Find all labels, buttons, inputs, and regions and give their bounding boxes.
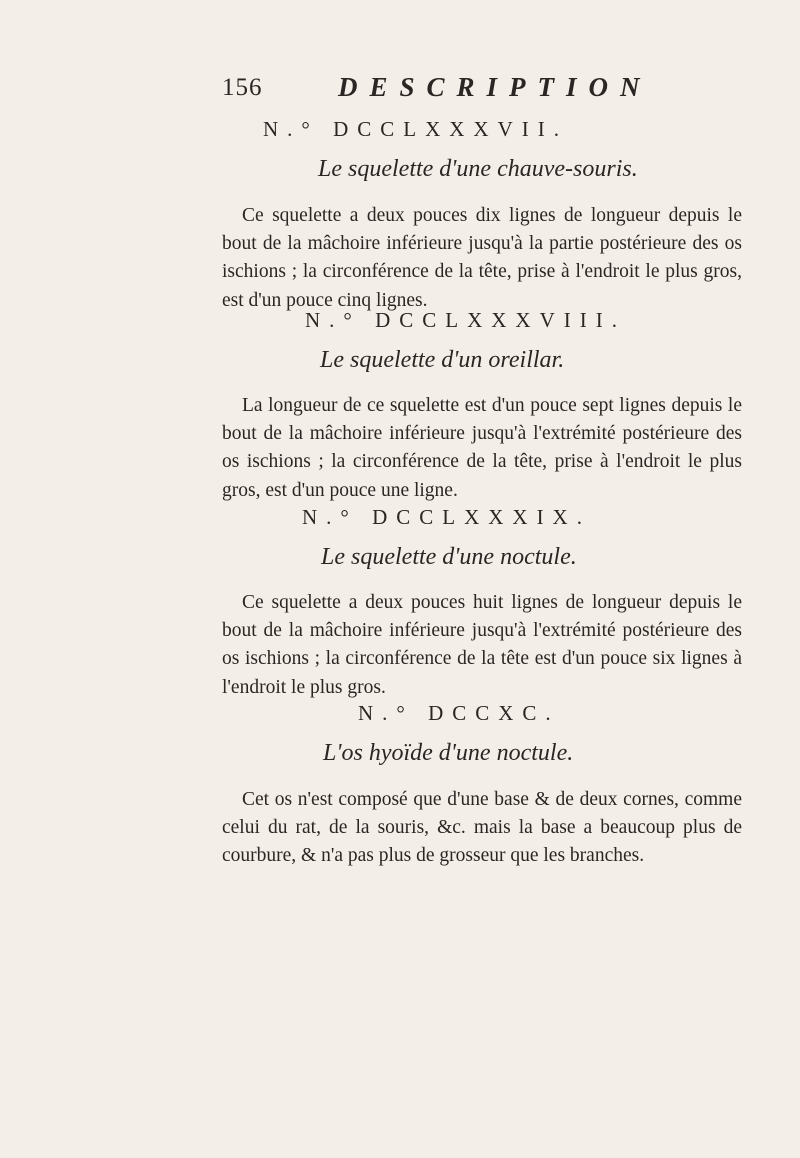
entry-number: N.° DCCXC. — [358, 701, 560, 725]
entry-text: Cet os n'est composé que d'une base & de deux cornes, comme celui du rat, de la souris, &c. mais la base a beaucoup plus de courbure, & n'a pas plus de grosseur que les branches. — [222, 789, 742, 867]
entry-paragraph — [222, 202, 742, 315]
entry-number: N.° DCCLXXXVIII. — [305, 308, 626, 332]
running-title: DESCRIPTION — [338, 72, 652, 102]
entry-paragraph — [222, 589, 742, 702]
entry-title: Le squelette d'une chauve-souris. — [318, 156, 638, 182]
entry-text: Ce squelette a deux pouces dix lignes de longueur depuis le bout de la mâchoire inférieure jusqu'à la partie postérieure des os ischions ; la circonférence de la tête, prise à l'endroit le plus gros, est d'un pouce cinq lignes. — [222, 205, 742, 311]
entry-number: N.° DCCLXXXIX. — [302, 505, 591, 529]
entry-title: L'os hyoïde d'une noctule. — [323, 740, 574, 766]
page-number: 156 — [222, 74, 263, 101]
page-header — [222, 74, 722, 108]
entry-title: Le squelette d'un oreillar. — [320, 347, 565, 373]
entry-title: Le squelette d'une noctule. — [321, 544, 577, 570]
entry-number: N.° DCCLXXXVII. — [263, 117, 568, 141]
entry-text: La longueur de ce squelette est d'un pouce sept lignes depuis le bout de la mâchoire inférieure jusqu'à l'extrémité postérieure des os ischions ; la circonférence de la tête, prise à l'endroit le plus gros, est d'un pouce une ligne. — [222, 395, 742, 501]
entry-paragraph — [222, 392, 742, 505]
entry-text: Ce squelette a deux pouces huit lignes de longueur depuis le bout de la mâchoire inférieure jusqu'à l'extrémité postérieure des os ischions ; la circonférence de la tête est d'un pouce six lignes à l'endroit le plus gros. — [222, 592, 742, 698]
entry-paragraph — [222, 786, 742, 871]
